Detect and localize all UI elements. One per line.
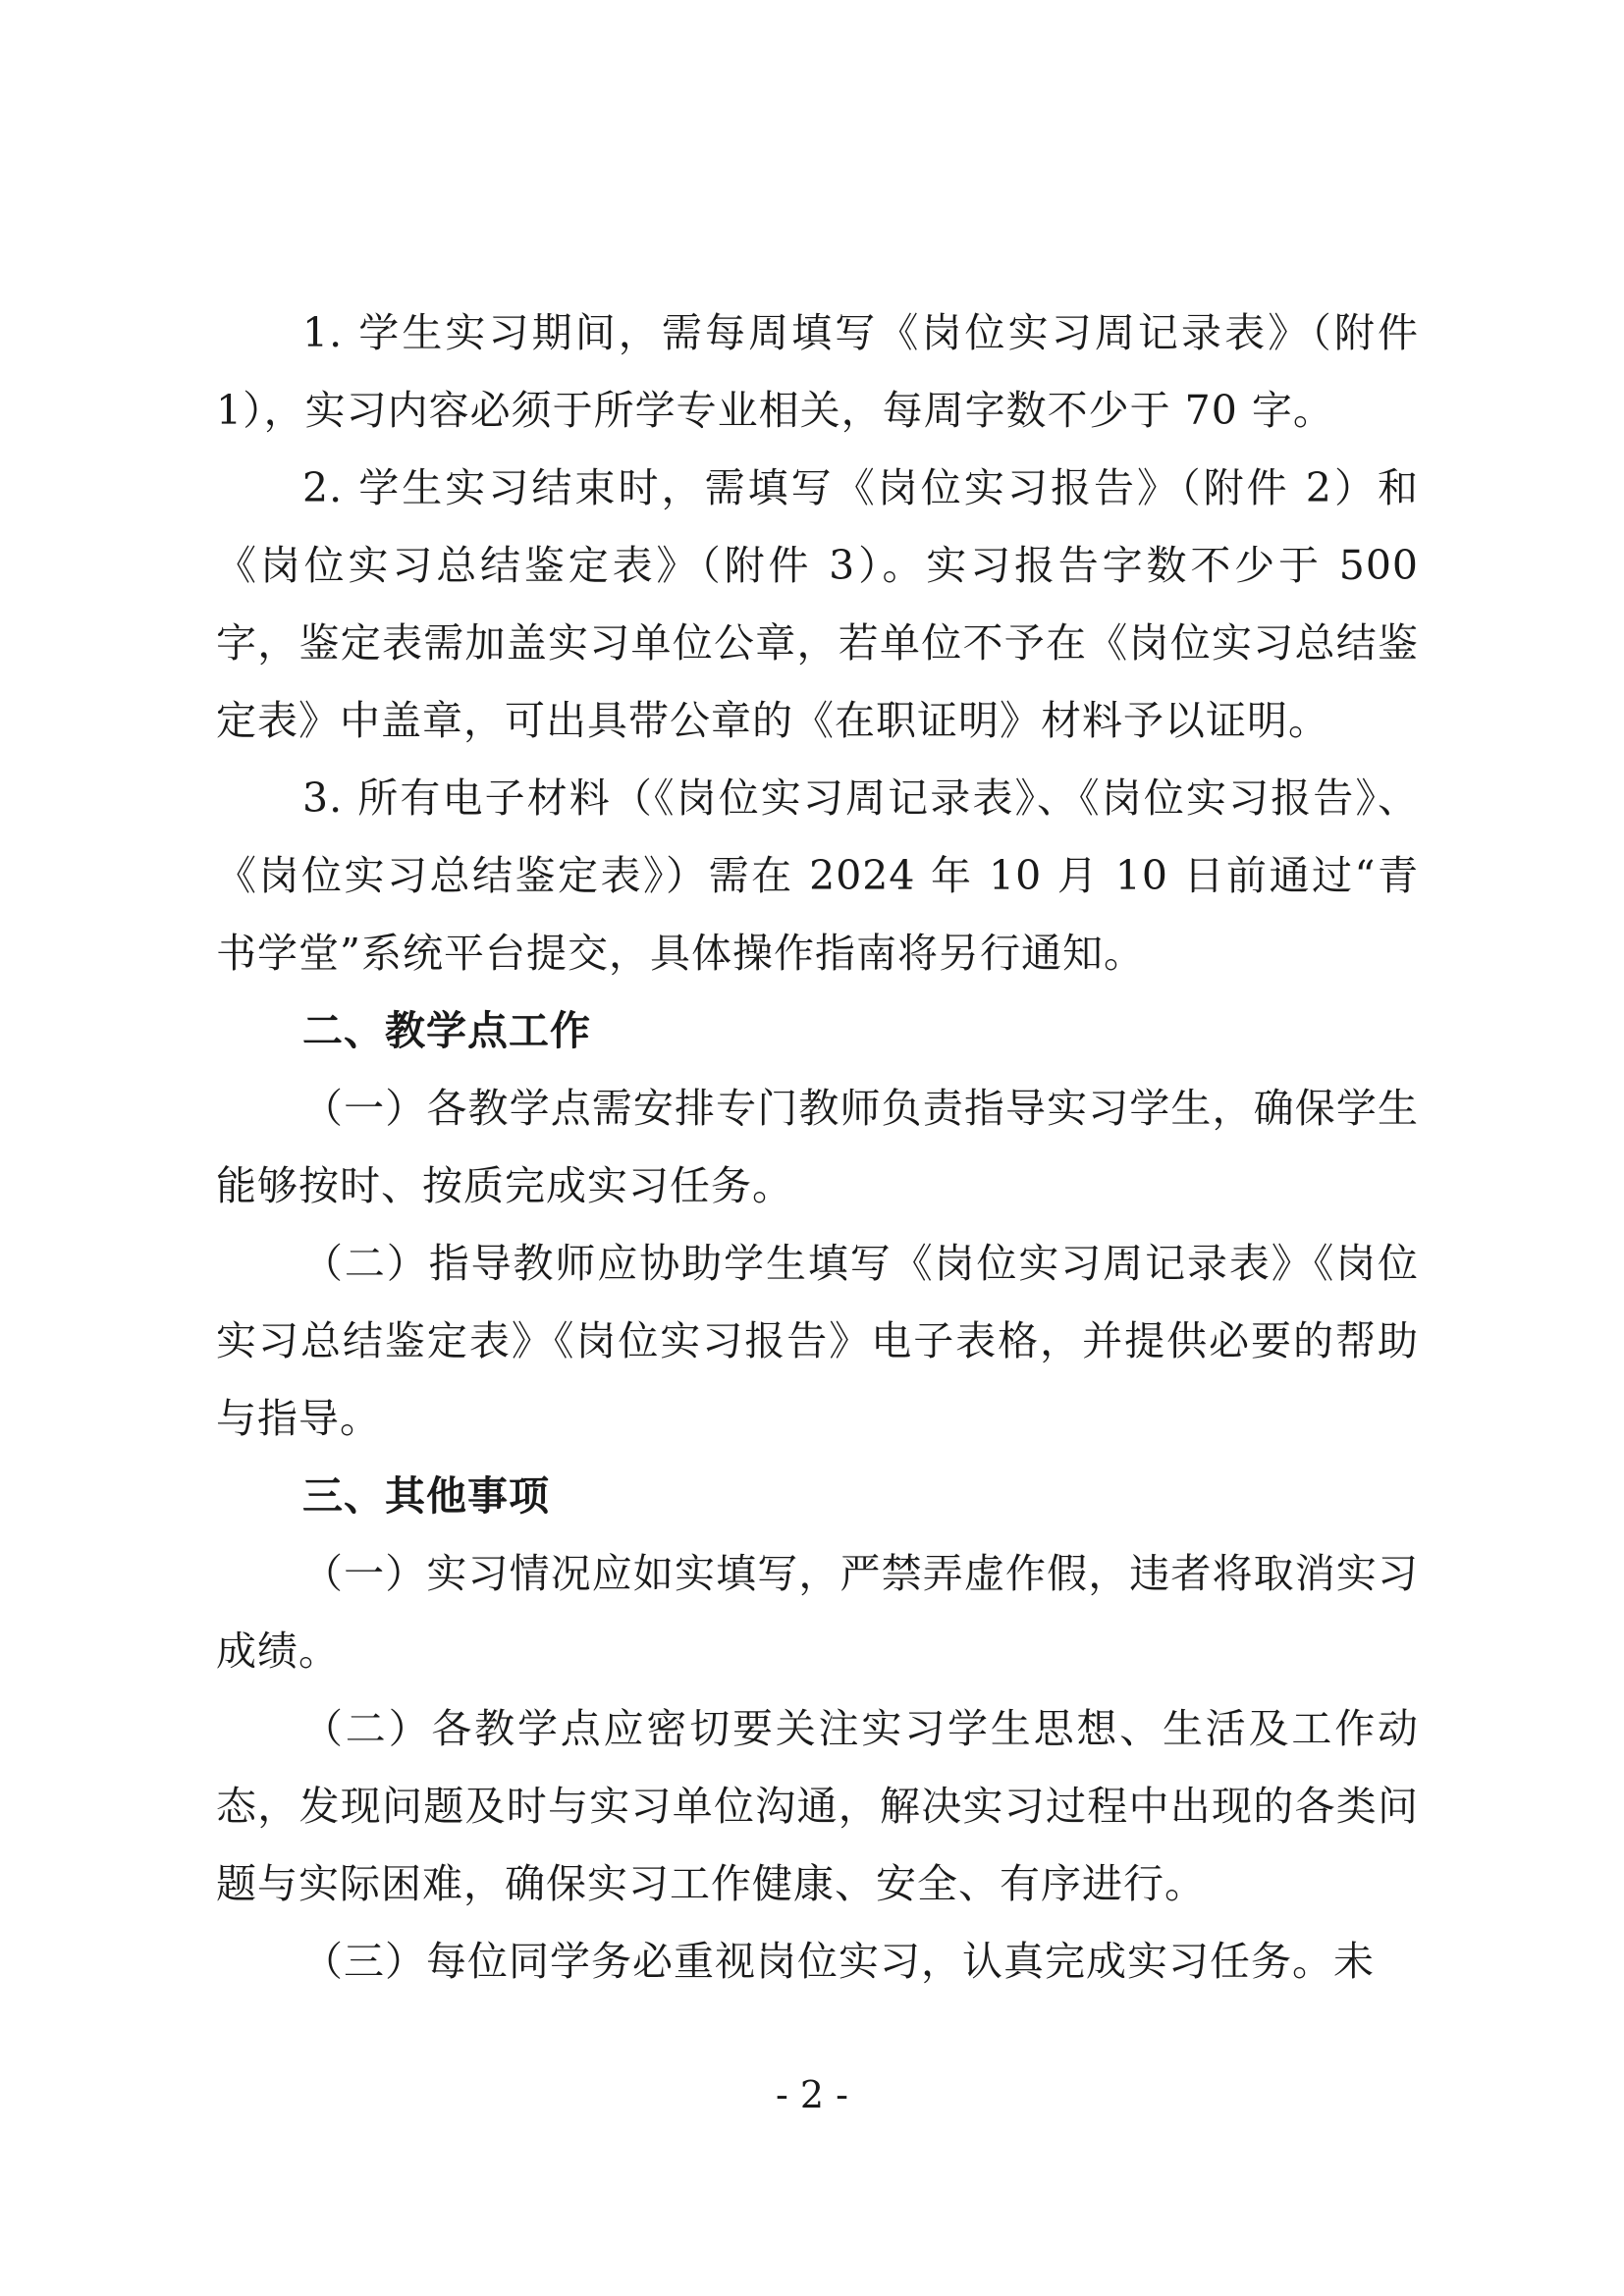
paragraph-monitor-students: （二）各教学点应密切要关注实习学生思想、生活及工作动态，发现问题及时与实习单位沟通，解决实习过程中出现的各类问题与实际困难，确保实习工作健康、安全、有序进行。 xyxy=(216,1705,1419,1907)
paragraph-take-seriously: （三）每位同学务必重视岗位实习，认真完成实习任务。未 xyxy=(302,1938,1375,1985)
paragraph-submission-deadline: 3. 所有电子材料（《岗位实习周记录表》、《岗位实习报告》、《岗位实习总结鉴定表》）需在 2024 年 10 月 10 日前通过“青书学堂”系统平台提交，具体操作指南将另行通知。 xyxy=(216,774,1419,977)
paragraph-assign-teachers: （一）各教学点需安排专门教师负责指导实习学生，确保学生能够按时、按质完成实习任务。 xyxy=(216,1085,1419,1209)
document-body xyxy=(216,294,1419,2001)
section-heading-teaching-sites: 二、教学点工作 xyxy=(302,1007,591,1054)
paragraph-assist-students: （二）指导教师应协助学生填写《岗位实习周记录表》《岗位实习总结鉴定表》《岗位实习报告》电子表格，并提供必要的帮助与指导。 xyxy=(216,1240,1419,1442)
page-number: - 2 - xyxy=(775,2073,848,2116)
paragraph-weekly-record: 1. 学生实习期间，需每周填写《岗位实习周记录表》（附件 1），实习内容必须于所学专业相关，每周字数不少于 70 字。 xyxy=(216,309,1419,434)
section-heading-other-matters: 三、其他事项 xyxy=(302,1472,550,1520)
paragraph-honest-reporting: （一）实习情况应如实填写，严禁弄虚作假，违者将取消实习成绩。 xyxy=(216,1550,1419,1675)
paragraph-final-report: 2. 学生实习结束时，需填写《岗位实习报告》（附件 2）和《岗位实习总结鉴定表》（附件 3）。实习报告字数不少于 500 字，鉴定表需加盖实习单位公章，若单位不予在《岗位实习总结鉴定表》中盖章，可出具带公章的《在职证明》材料予以证明。 xyxy=(216,464,1419,744)
